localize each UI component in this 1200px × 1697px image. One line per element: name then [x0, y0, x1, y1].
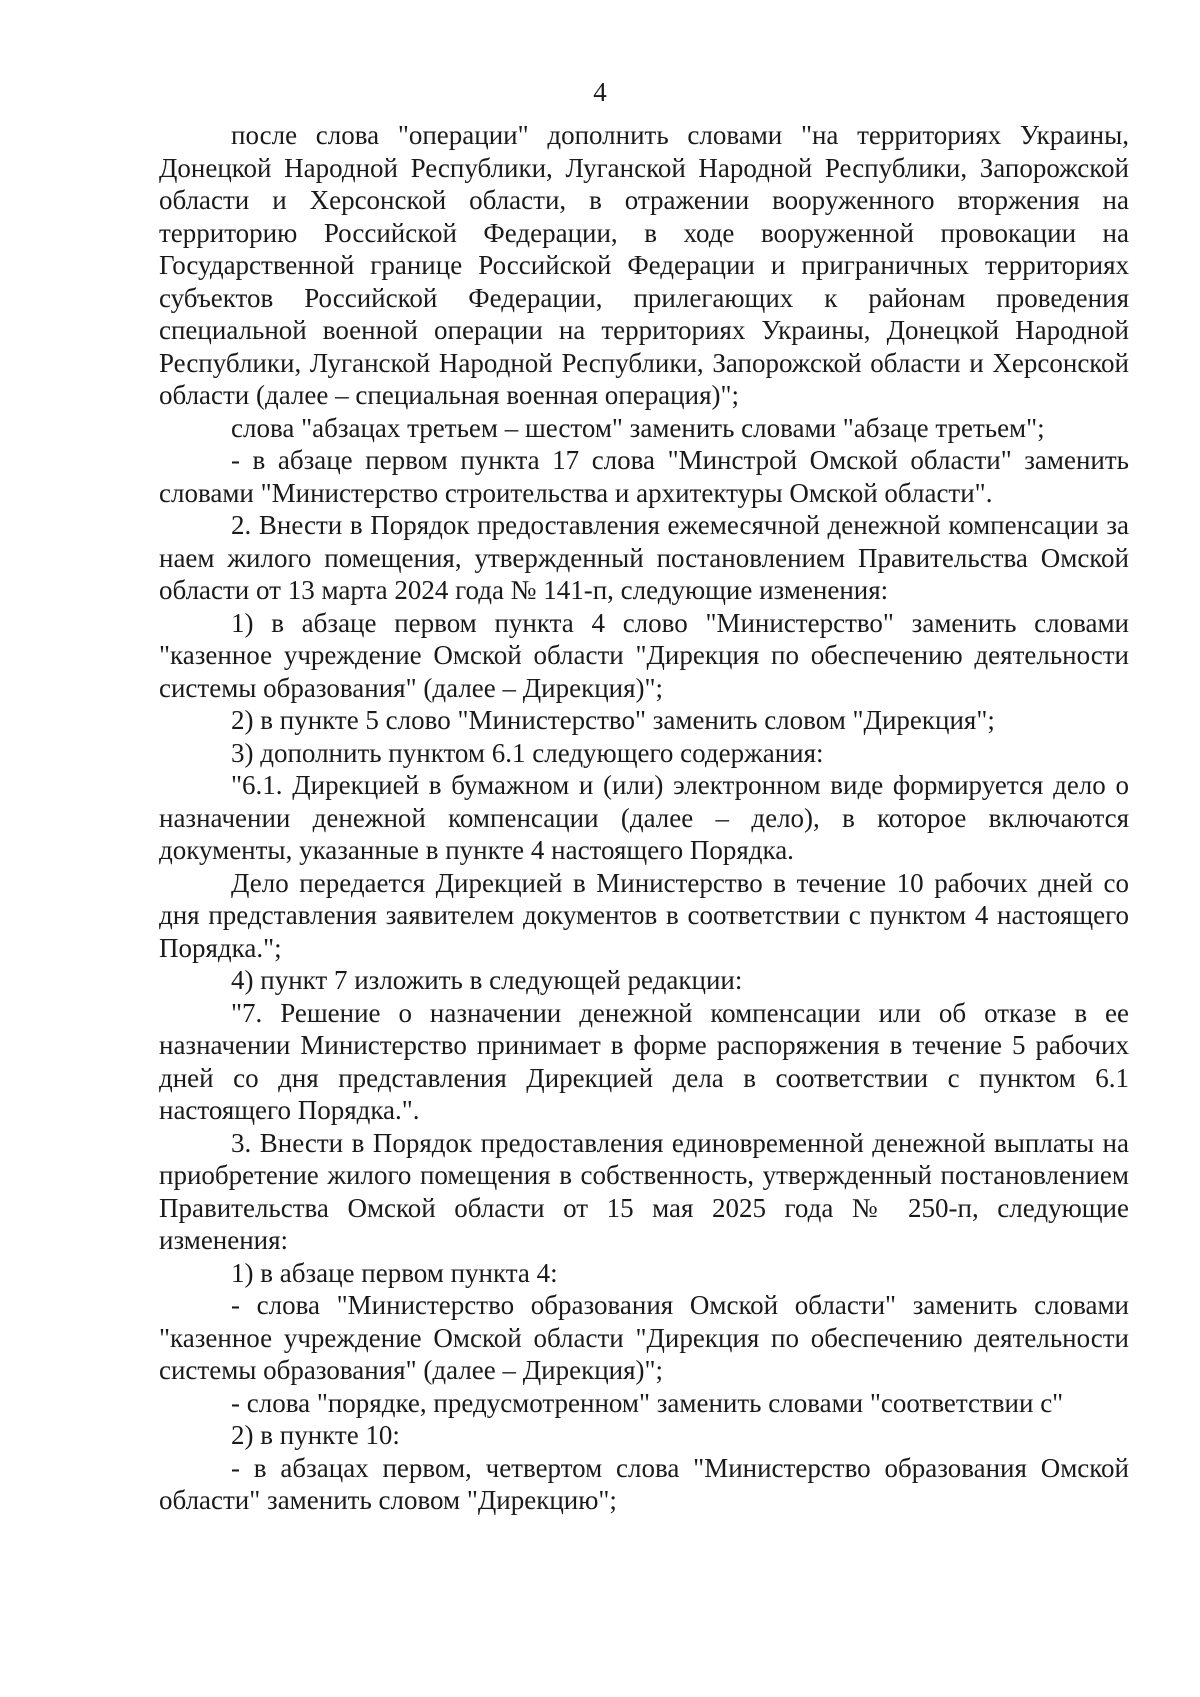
paragraph-amendment: слова "абзацах третьем – шестом" заменить словами "абзаце третьем"; [231, 412, 1045, 443]
paragraph-item: 1) в абзаце первом пункта 4: [231, 1257, 558, 1288]
paragraph-item: 2) в пункте 5 слово "Министерство" заменить словом "Дирекция"; [231, 705, 995, 735]
document-body [159, 119, 1129, 1517]
paragraph-amendment: - в абзаце первом пункта 17 слова "Минстрой Омской области" заменить словами "Министерство строительства и архитектуры Омской области". [159, 445, 1129, 508]
paragraph-item: 3) дополнить пунктом 6.1 следующего содержания: [231, 737, 824, 768]
paragraph-section-2: 2. Внести в Порядок предоставления ежемесячной денежной компенсации за наем жилого помещения, утвержденный постановлением Правительства Омской области от 13 марта 2024 года № 141-п, следующие изменения: [159, 510, 1129, 605]
paragraph-quote: "7. Решение о назначении денежной компенсации или об отказе в ее назначении Министерство принимает в форме распоряжения в течение 5 рабочих дней со дня представления Дирекцией дела в соответствии с пунктом 6.1 настоящего Порядка.". [159, 997, 1129, 1125]
paragraph-item: 4) пункт 7 изложить в следующей редакции: [231, 965, 743, 995]
paragraph-item: 1) в абзаце первом пункта 4 слово "Министерство" заменить словами "казенное учреждение Омской области "Дирекция по обеспечению деятельности системы образования" (далее – Дирекция)"; [159, 607, 1129, 703]
paragraph-amendment: - в абзацах первом, четвертом слова "Министерство образования Омской области" заменить словом "Дирекцию"; [159, 1452, 1129, 1515]
paragraph-continuation: после слова "операции" дополнить словами "на территориях Украины, Донецкой Народной Республики, Луганской Народной Республики, Запорожской области и Херсонской области, в отражении вооруженного вторжения на территорию Российской Федерации, в ходе вооруженной провокации на Государственной границе Российской Федерации и приграничных территориях субъектов Российской Федерации, прилегающих к районам проведения специальной военной операции на территориях Украины, Донецкой Народной Республики, Луганской Народной Республики, Запорожской области и Херсонской области (далее – специальная военная операция)"; [159, 120, 1129, 410]
page-number: 4 [593, 77, 607, 107]
paragraph-item: 2) в пункте 10: [231, 1420, 400, 1450]
paragraph-quote: "6.1. Дирекцией в бумажном и (или) электронном виде формируется дело о назначении денежной компенсации (далее – дело), в которое включаются документы, указанные в пункте 4 настоящего Порядка. [159, 770, 1129, 865]
paragraph-quote: Дело передается Дирекцией в Министерство в течение 10 рабочих дней со дня представления заявителем документов в соответствии с пунктом 4 настоящего Порядка."; [159, 867, 1129, 963]
paragraph-amendment: - слова "порядке, предусмотренном" заменить словами "соответствии с" [231, 1387, 1064, 1418]
paragraph-section-3: 3. Внести в Порядок предоставления единовременной денежной выплаты на приобретение жилого помещения в собственность, утвержденный постановлением Правительства Омской области от 15 мая 2025 года № 250-п, следующие изменения: [159, 1127, 1129, 1255]
paragraph-amendment: - слова "Министерство образования Омской области" заменить словами "казенное учреждение Омской области "Дирекция по обеспечению деятельности системы образования" (далее – Дирекция)"; [159, 1290, 1129, 1385]
